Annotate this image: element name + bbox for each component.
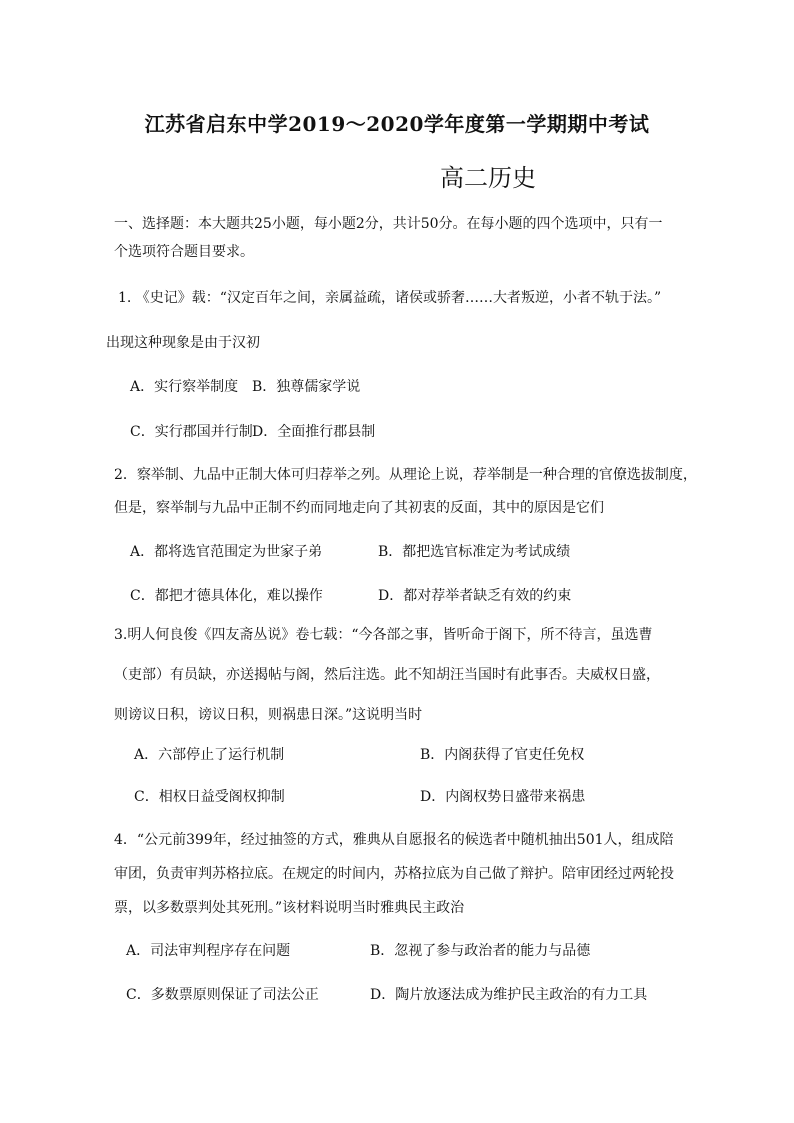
- q4-stem-line-1: 4．“公元前399年，经过抽签的方式，雅典从自愿报名的候选者中随机抽出501人，组成陪: [114, 832, 674, 848]
- q3-stem-line-1: 3.明人何良俊《四友斋丛说》卷七载：“今各部之事，皆听命于阁下，所不待言，虽选曹: [114, 627, 653, 643]
- instructions-line-2: 个选项符合题目要求。: [114, 244, 254, 260]
- q1-stem-line-1: 1. 《史记》载：“汉定百年之间，亲属益疏，诸侯或骄奢……大者叛逆，小者不轨于法。”: [118, 290, 662, 306]
- q2-option-d: D．都对荐举者缺乏有效的约束: [378, 588, 572, 604]
- q1-option-c: C．实行郡国并行制: [130, 424, 253, 440]
- q3-option-c: C．相权日益受阁权抑制: [134, 789, 285, 805]
- q3-option-d: D．内阁权势日盛带来祸患: [420, 789, 586, 805]
- q4-stem-line-2: 审团，负责审判苏格拉底。在规定的时间内，苏格拉底为自己做了辩护。陪审团经过两轮投: [114, 866, 674, 882]
- q2-option-c: C．都把才德具体化，难以操作: [130, 588, 323, 604]
- q2-option-a: A．都将选官范围定为世家子弟: [130, 544, 323, 560]
- q1-option-a: A．实行察举制度: [130, 379, 239, 395]
- q4-stem-line-3: 票，以多数票判处其死刑。”该材料说明当时雅典民主政治: [114, 900, 465, 916]
- q4-option-b: B．忽视了参与政治者的能力与品德: [370, 943, 591, 959]
- q3-option-a: A．六部停止了运行机制: [134, 747, 285, 763]
- exam-subject: 高二历史: [440, 164, 536, 192]
- q2-stem-line-1: 2．察举制、九品中正制大体可归荐举之列。从理论上说，荐举制是一种合理的官僚选拔制度，: [114, 467, 697, 483]
- q1-option-d: D．全面推行郡县制: [252, 424, 376, 440]
- q4-option-d: D．陶片放逐法成为维护民主政治的有力工具: [370, 987, 648, 1003]
- q1-stem-line-2: 出现这种现象是由于汉初: [106, 335, 260, 351]
- q3-option-b: B．内阁获得了官吏任免权: [420, 747, 585, 763]
- q4-option-c: C．多数票原则保证了司法公正: [126, 987, 319, 1003]
- q3-stem-line-3: 则谤议日积，谤议日积，则祸患日深。”这说明当时: [114, 707, 423, 723]
- q1-option-b: B．独尊儒家学说: [252, 379, 361, 395]
- exam-title: 江苏省启东中学2019～2020学年度第一学期期中考试: [144, 112, 650, 136]
- q3-stem-line-2: （吏部）有员缺，亦送揭帖与阁，然后注选。此不知胡汪当国时有此事否。夫威权日盛，: [114, 667, 660, 683]
- q2-stem-line-2: 但是，察举制与九品中正制不约而同地走向了其初衷的反面，其中的原因是它们: [114, 500, 604, 516]
- q4-option-a: A．司法审判程序存在问题: [126, 943, 291, 959]
- q2-option-b: B．都把选官标准定为考试成绩: [378, 544, 571, 560]
- instructions-line-1: 一、选择题：本大题共25小题，每小题2分，共计50分。在每小题的四个选项中，只有一: [114, 216, 663, 232]
